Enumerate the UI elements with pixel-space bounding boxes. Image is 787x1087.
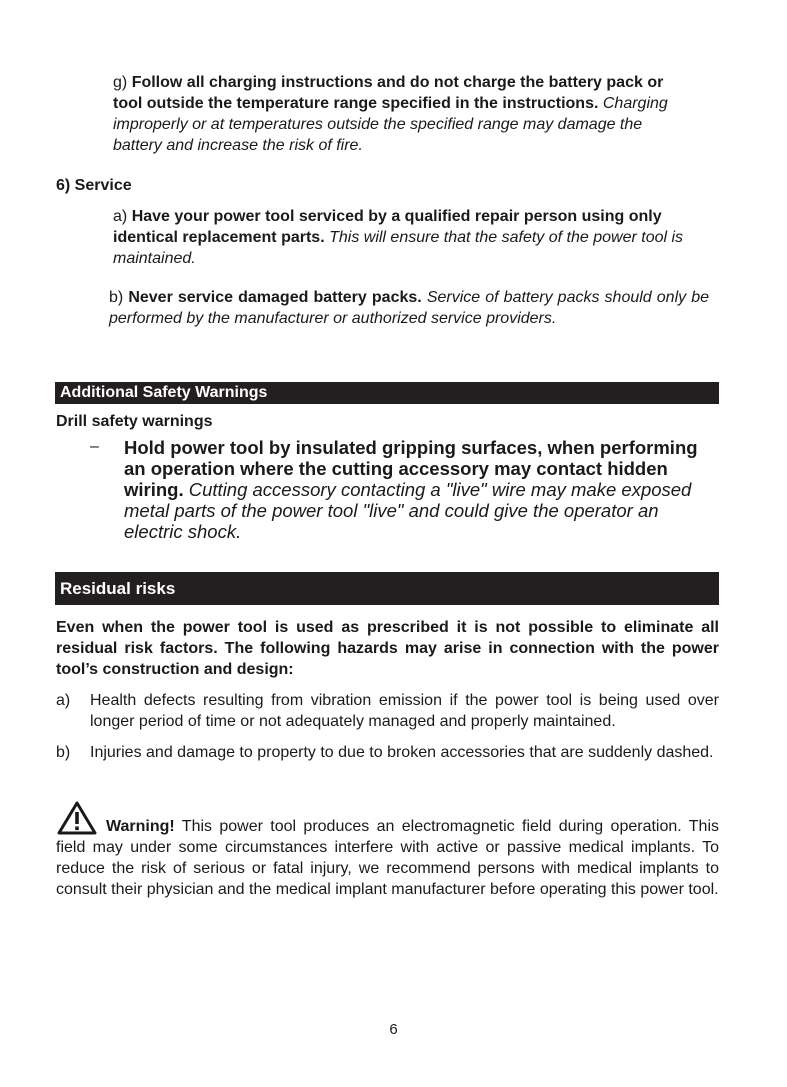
list-item (56, 690, 719, 732)
item-bold-text: Hold power tool by insulated gripping surfaces, when performing an operation where the cutting accessory may contact hidden wiring. (124, 437, 698, 500)
item-italic-text: Service of battery packs should only be performed by the manufacturer or authorized service providers. (109, 289, 710, 327)
item-italic-text: Charging improperly or at temperatures outside the specified range may damage the battery and increase the risk of fire. (113, 95, 668, 154)
warning-label: Warning! (106, 818, 175, 835)
additional-safety-warnings-bar: Additional Safety Warnings (55, 382, 719, 404)
residual-list (56, 690, 719, 763)
residual-risks-bar: Residual risks (55, 572, 719, 605)
charging-instruction-item (113, 72, 693, 156)
drill-safety-subheading: Drill safety warnings (56, 413, 213, 430)
list-text: Injuries and damage to property to due to broken accessories that are suddenly dashed. (90, 744, 714, 761)
residual-intro: Even when the power tool is used as prescribed it is not possible to eliminate all residual risk factors. The following hazards may arise in connection with the power tool’s construction and design: (56, 619, 719, 678)
service-item-a (113, 206, 721, 269)
list-marker: a) (56, 692, 71, 709)
service-heading: 6) Service (56, 177, 132, 194)
list-marker: b) (56, 744, 71, 761)
item-italic-text: Cutting accessory contacting a "live" wire may make exposed metal parts of the power tool "live" and could give the operator an electric shock. (124, 479, 692, 542)
warning-paragraph (56, 816, 719, 900)
page-number: 6 (389, 1021, 398, 1038)
warning-text: This power tool produces an electromagnetic field during operation. This field may under some circumstances interfere with active or passive medical implants. To reduce the risk of serious or fatal injury, we recommend persons with medical implants to consult their physician and the medical implant manufacturer before operating this power tool. (56, 818, 719, 898)
item-italic-text: This will ensure that the safety of the power tool is maintained. (113, 229, 684, 267)
item-marker: a) (113, 208, 128, 225)
item-bold-text: Have your power tool serviced by a qualified repair person using only identical replacement parts. (113, 208, 662, 246)
list-item (56, 742, 719, 763)
item-bold-text: Follow all charging instructions and do not charge the battery pack or tool outside the temperature range specified in the instructions. (113, 74, 664, 112)
item-marker: b) (109, 289, 124, 306)
service-item-b (109, 287, 709, 329)
drill-warning-item (124, 437, 714, 542)
list-text: Health defects resulting from vibration emission if the power tool is being used over longer period of time or not adequately managed and properly maintained. (90, 692, 719, 730)
drill-warning-dash: – (90, 438, 99, 455)
item-marker: g) (113, 74, 128, 91)
item-bold-text: Never service damaged battery packs. (128, 289, 422, 306)
